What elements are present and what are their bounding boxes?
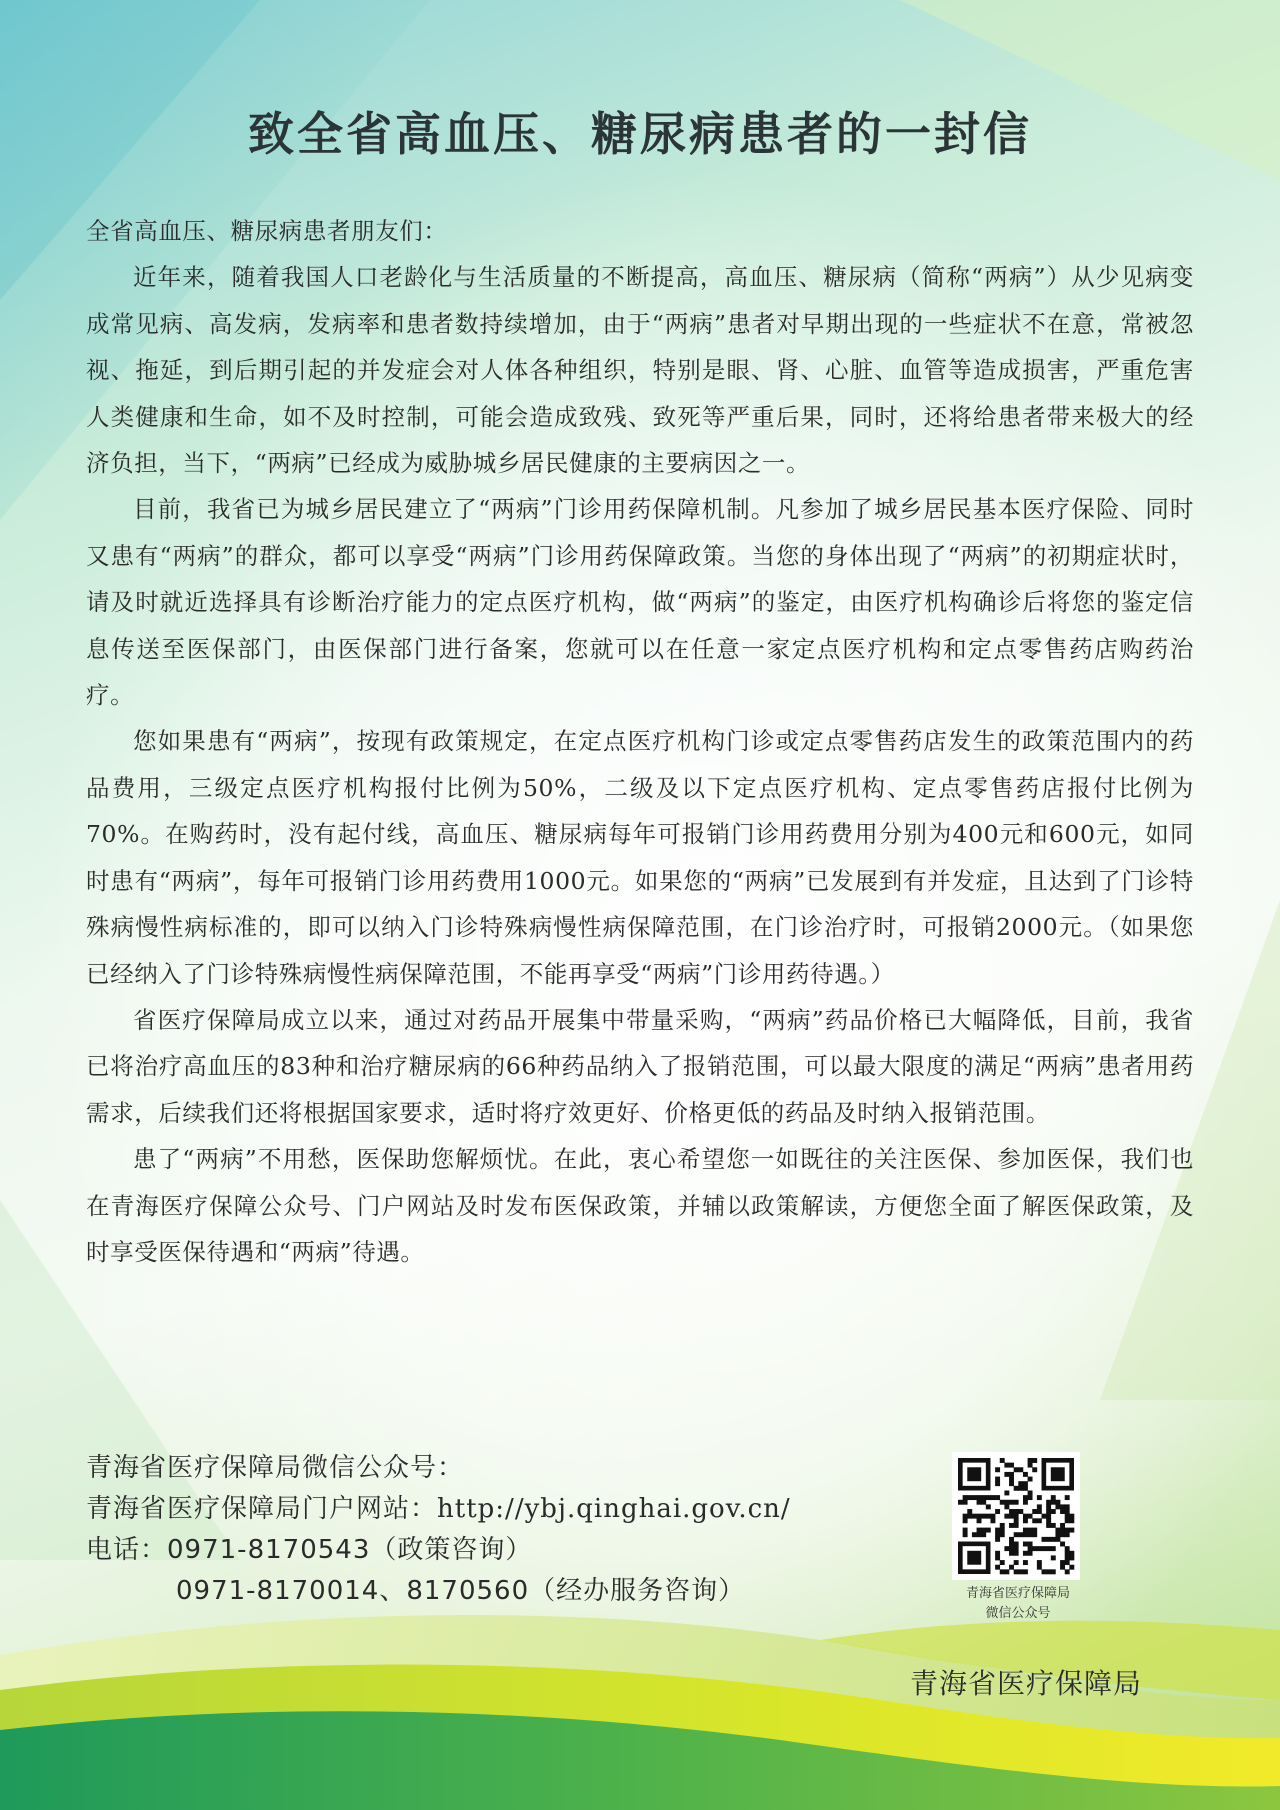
qr-module: [1060, 1523, 1065, 1528]
qr-code-icon: [952, 1452, 1080, 1580]
qr-module: [1051, 1500, 1056, 1505]
qr-module: [1014, 1542, 1019, 1547]
qr-module: [1065, 1504, 1070, 1509]
qr-module: [1018, 1569, 1023, 1574]
qr-module: [963, 1514, 968, 1519]
qr-module: [1055, 1504, 1060, 1509]
qr-module: [1009, 1546, 1014, 1551]
qr-module: [1009, 1542, 1014, 1547]
qr-module: [1065, 1532, 1070, 1537]
qr-module: [1009, 1565, 1014, 1570]
qr-module: [1023, 1551, 1028, 1556]
qr-module: [1000, 1532, 1005, 1537]
qr-module: [1028, 1551, 1033, 1556]
qr-module: [1023, 1495, 1028, 1500]
qr-module: [1055, 1537, 1060, 1542]
qr-module: [1065, 1551, 1070, 1556]
qr-module: [1032, 1458, 1037, 1463]
qr-module: [1069, 1518, 1074, 1523]
paragraph: 您如果患有“两病”，按现有政策规定，在定点医疗机构门诊或定点零售药店发生的政策范围内的药品费用，三级定点医疗机构报付比例为50%，二级及以下定点医疗机构、定点零售药店报付比例为70%。在购药时，没有起付线，高血压、糖尿病每年可报销门诊用药费用分别为400元和600元，如同时患有“两病”，每年可报销门诊用药费用1000元。如果您的“两病”已发展到有并发症，且达到了门诊特殊病慢性病标准的，即可以纳入门诊特殊病慢性病保障范围，在门诊治疗时，可报销2000元。（如果您已经纳入了门诊特殊病慢性病保障范围，不能再享受“两病”门诊用药待遇。）: [86, 727, 1194, 988]
website-label: 青海省医疗保障局门户网站：: [86, 1494, 438, 1524]
qr-module: [1004, 1546, 1009, 1551]
qr-module: [1014, 1509, 1019, 1514]
qr-module: [1037, 1565, 1042, 1570]
contact-info: [86, 1448, 966, 1612]
page-title: 致全省高血压、糖尿病患者的一封信: [248, 107, 1032, 161]
qr-module: [981, 1514, 986, 1519]
qr-module: [972, 1532, 977, 1537]
qr-module: [1060, 1528, 1065, 1533]
qr-module: [1065, 1518, 1070, 1523]
qr-module: [967, 1495, 972, 1500]
qr-module: [1023, 1472, 1028, 1477]
qr-module: [1028, 1477, 1033, 1482]
qr-module: [1032, 1467, 1037, 1472]
qr-module: [1055, 1528, 1060, 1533]
qr-module: [1032, 1528, 1037, 1533]
qr-module: [986, 1504, 991, 1509]
qr-module: [1046, 1504, 1051, 1509]
qr-module: [1028, 1514, 1033, 1519]
qr-module: [1069, 1528, 1074, 1533]
qr-module: [1051, 1546, 1056, 1551]
qr-module: [1046, 1514, 1051, 1519]
qr-caption-line1: 青海省医疗保障局: [965, 1586, 1070, 1601]
qr-module: [1004, 1472, 1009, 1477]
qr-module: [1023, 1569, 1028, 1574]
qr-module: [995, 1537, 1000, 1542]
qr-module: [1028, 1546, 1033, 1551]
qr-module: [1037, 1560, 1042, 1565]
qr-module: [1023, 1542, 1028, 1547]
phone-label: 电话：: [86, 1535, 168, 1565]
phone-row-1: [86, 1530, 966, 1571]
qr-module: [995, 1495, 1000, 1500]
qr-module: [995, 1477, 1000, 1482]
qr-module: [1051, 1509, 1056, 1514]
qr-module: [1004, 1514, 1009, 1519]
qr-module: [1065, 1528, 1070, 1533]
qr-module: [1028, 1532, 1033, 1537]
qr-module: [1037, 1495, 1042, 1500]
qr-module: [1051, 1495, 1056, 1500]
qr-module: [1000, 1500, 1005, 1505]
qr-module: [1042, 1537, 1047, 1542]
qr-module: [1023, 1532, 1028, 1537]
qr-module: [1042, 1546, 1047, 1551]
qr-module: [967, 1509, 972, 1514]
qr-module: [1065, 1514, 1070, 1519]
qr-module: [1023, 1514, 1028, 1519]
qr-module: [986, 1495, 991, 1500]
qr-module: [1018, 1532, 1023, 1537]
qr-module: [1069, 1555, 1074, 1560]
qr-module: [963, 1500, 968, 1505]
qr-module: [1046, 1546, 1051, 1551]
qr-module: [1051, 1523, 1056, 1528]
qr-module: [986, 1514, 991, 1519]
qr-module: [1060, 1560, 1065, 1565]
qr-module: [995, 1565, 1000, 1570]
qr-module: [1037, 1518, 1042, 1523]
qr-module: [1009, 1500, 1014, 1505]
qr-module: [958, 1500, 963, 1505]
website-row: [86, 1489, 966, 1530]
qr-module: [977, 1518, 982, 1523]
qr-module: [1065, 1509, 1070, 1514]
qr-module: [995, 1509, 1000, 1514]
qr-module: [1069, 1551, 1074, 1556]
qr-module: [1060, 1504, 1065, 1509]
qr-module: [1046, 1509, 1051, 1514]
qr-module: [1028, 1458, 1033, 1463]
qr-module: [1060, 1565, 1065, 1570]
qr-module: [1028, 1490, 1033, 1495]
qr-module: [1060, 1532, 1065, 1537]
qr-module: [1014, 1500, 1019, 1505]
qr-module: [963, 1518, 968, 1523]
qr-module: [977, 1514, 982, 1519]
qr-module: [963, 1528, 968, 1533]
qr-module: [1004, 1569, 1009, 1574]
qr-module: [990, 1514, 995, 1519]
qr-module: [1051, 1537, 1056, 1542]
qr-module: [1028, 1495, 1033, 1500]
qr-module: [1069, 1514, 1074, 1519]
qr-module: [995, 1528, 1000, 1533]
qr-module: [1032, 1546, 1037, 1551]
qr-module: [1009, 1514, 1014, 1519]
qr-module: [995, 1481, 1000, 1486]
qr-module: [1014, 1532, 1019, 1537]
qr-module: [1018, 1509, 1023, 1514]
qr-module: [1014, 1546, 1019, 1551]
qr-module: [995, 1555, 1000, 1560]
wechat-label: 青海省医疗保障局微信公众号：: [86, 1453, 465, 1483]
qr-finder: [967, 1551, 981, 1565]
qr-module: [1009, 1537, 1014, 1542]
qr-module: [1037, 1504, 1042, 1509]
qr-module: [1032, 1532, 1037, 1537]
qr-module: [1028, 1542, 1033, 1547]
qr-module: [986, 1528, 991, 1533]
qr-module: [1014, 1467, 1019, 1472]
paragraph: 目前，我省已为城乡居民建立了“两病”门诊用药保障机制。凡参加了城乡居民基本医疗保险、同时又患有“两病”的群众，都可以享受“两病”门诊用药保障政策。当您的身体出现了“两病”的初期症状时，请及时就近选择具有诊断治疗能力的定点医疗机构，做“两病”的鉴定，由医疗机构确诊后将您的鉴定信息传送至医保部门，由医保部门进行备案，您就可以在任意一家定点医疗机构和定点零售药店购药治疗。: [86, 495, 1194, 710]
paragraph: 省医疗保障局成立以来，通过对药品开展集中带量采购，“两病”药品价格已大幅降低，目前，我省已将治疗高血压的83种和治疗糖尿病的66种药品纳入了报销范围，可以最大限度的满足“两病”患者用药需求，后续我们还将根据国家要求，适时将疗效更好、价格更低的药品及时纳入报销范围。: [86, 1005, 1194, 1127]
qr-module: [1000, 1523, 1005, 1528]
qr-module: [1009, 1551, 1014, 1556]
qr-module: [1009, 1477, 1014, 1482]
qr-module: [981, 1500, 986, 1505]
qr-module: [1046, 1537, 1051, 1542]
qr-module: [1004, 1490, 1009, 1495]
qr-module: [963, 1495, 968, 1500]
qr-module: [1014, 1560, 1019, 1565]
wechat-qr-code[interactable]: [952, 1452, 1080, 1580]
qr-module: [1023, 1560, 1028, 1565]
qr-module: [977, 1532, 982, 1537]
qr-module: [990, 1495, 995, 1500]
qr-module: [967, 1514, 972, 1519]
qr-module: [1046, 1523, 1051, 1528]
qr-module: [995, 1467, 1000, 1472]
qr-module: [1046, 1518, 1051, 1523]
qr-module: [1000, 1569, 1005, 1574]
qr-caption-line2: 微信公众号: [985, 1606, 1051, 1621]
qr-module: [995, 1551, 1000, 1556]
qr-module: [1046, 1569, 1051, 1574]
qr-module: [1037, 1509, 1042, 1514]
qr-module: [1009, 1472, 1014, 1477]
qr-module: [1037, 1546, 1042, 1551]
qr-module: [1018, 1486, 1023, 1491]
qr-module: [1055, 1532, 1060, 1537]
qr-module: [1042, 1569, 1047, 1574]
qr-module: [1055, 1500, 1060, 1505]
qr-module: [1000, 1528, 1005, 1533]
qr-module: [1009, 1509, 1014, 1514]
qr-module: [1065, 1546, 1070, 1551]
qr-module: [1014, 1523, 1019, 1528]
qr-module: [1023, 1500, 1028, 1505]
qr-module: [977, 1528, 982, 1533]
qr-module: [1065, 1560, 1070, 1565]
signature: 青海省医疗保障局: [910, 1667, 1143, 1700]
qr-module: [1004, 1463, 1009, 1468]
qr-module: [972, 1514, 977, 1519]
qr-module: [963, 1532, 968, 1537]
qr-module: [1014, 1551, 1019, 1556]
qr-module: [1009, 1481, 1014, 1486]
qr-module: [1032, 1518, 1037, 1523]
qr-module: [1000, 1560, 1005, 1565]
qr-module: [1023, 1481, 1028, 1486]
qr-module: [1014, 1518, 1019, 1523]
qr-module: [1028, 1528, 1033, 1533]
qr-module: [1004, 1504, 1009, 1509]
qr-module: [1009, 1523, 1014, 1528]
qr-module: [1028, 1463, 1033, 1468]
qr-module: [1060, 1509, 1065, 1514]
qr-module: [1065, 1569, 1070, 1574]
qr-module: [1065, 1495, 1070, 1500]
qr-module: [1000, 1458, 1005, 1463]
qr-module: [1014, 1569, 1019, 1574]
letter-body: [86, 208, 1194, 1275]
qr-module: [1023, 1486, 1028, 1491]
qr-module: [1046, 1500, 1051, 1505]
phone-row-2: [86, 1571, 966, 1612]
qr-caption: [930, 1584, 1106, 1624]
salutation: 全省高血压、糖尿病患者朋友们：: [86, 217, 448, 245]
qr-module: [990, 1518, 995, 1523]
qr-finder: [967, 1467, 981, 1481]
qr-module: [1009, 1463, 1014, 1468]
qr-module: [981, 1495, 986, 1500]
qr-module: [977, 1495, 982, 1500]
qr-module: [1014, 1486, 1019, 1491]
phone-number-policy: 0971-8170543（政策咨询）: [167, 1535, 533, 1565]
qr-module: [1004, 1500, 1009, 1505]
qr-module: [1014, 1514, 1019, 1519]
qr-module: [1042, 1514, 1047, 1519]
qr-module: [1032, 1509, 1037, 1514]
website-link[interactable]: http://ybj.qinghai.gov.cn/: [437, 1494, 791, 1524]
qr-module: [1023, 1528, 1028, 1533]
qr-module: [977, 1500, 982, 1505]
qr-module: [1051, 1555, 1056, 1560]
qr-finder: [1051, 1467, 1065, 1481]
qr-module: [995, 1532, 1000, 1537]
qr-module: [1023, 1518, 1028, 1523]
qr-module: [1018, 1481, 1023, 1486]
qr-module: [1060, 1542, 1065, 1547]
paragraph: 患了“两病”不用愁，医保助您解烦忧。在此，衷心希望您一如既往的关注医保、参加医保，我们也在青海医疗保障公众号、门户网站及时发布医保政策，并辅以政策解读，方便您全面了解医保政策，及时享受医保待遇和“两病”待遇。: [86, 1145, 1194, 1266]
phone-number-service: 0971-8170014、8170560（经办服务咨询）: [176, 1576, 746, 1606]
qr-module: [1069, 1565, 1074, 1570]
paragraph: 近年来，随着我国人口老龄化与生活质量的不断提高，高血压、糖尿病（简称“两病”）从少见病变成常见病、高发病，发病率和患者数持续增加，由于“两病”患者对早期出现的一些症状不在意，常被忽视、拖延，到后期引起的并发症会对人体各种组织，特别是眼、肾、心脏、血管等造成损害，严重危害人类健康和生命，如不及时控制，可能会造成致残、致死等严重后果，同时，还将给患者带来极大的经济负担，当下，“两病”已经成为威胁城乡居民健康的主要病因之一。: [86, 263, 1194, 478]
qr-module: [1018, 1467, 1023, 1472]
qr-module: [1051, 1569, 1056, 1574]
qr-module: [981, 1528, 986, 1533]
qr-module: [972, 1495, 977, 1500]
qr-module: [981, 1532, 986, 1537]
qr-module: [1065, 1555, 1070, 1560]
